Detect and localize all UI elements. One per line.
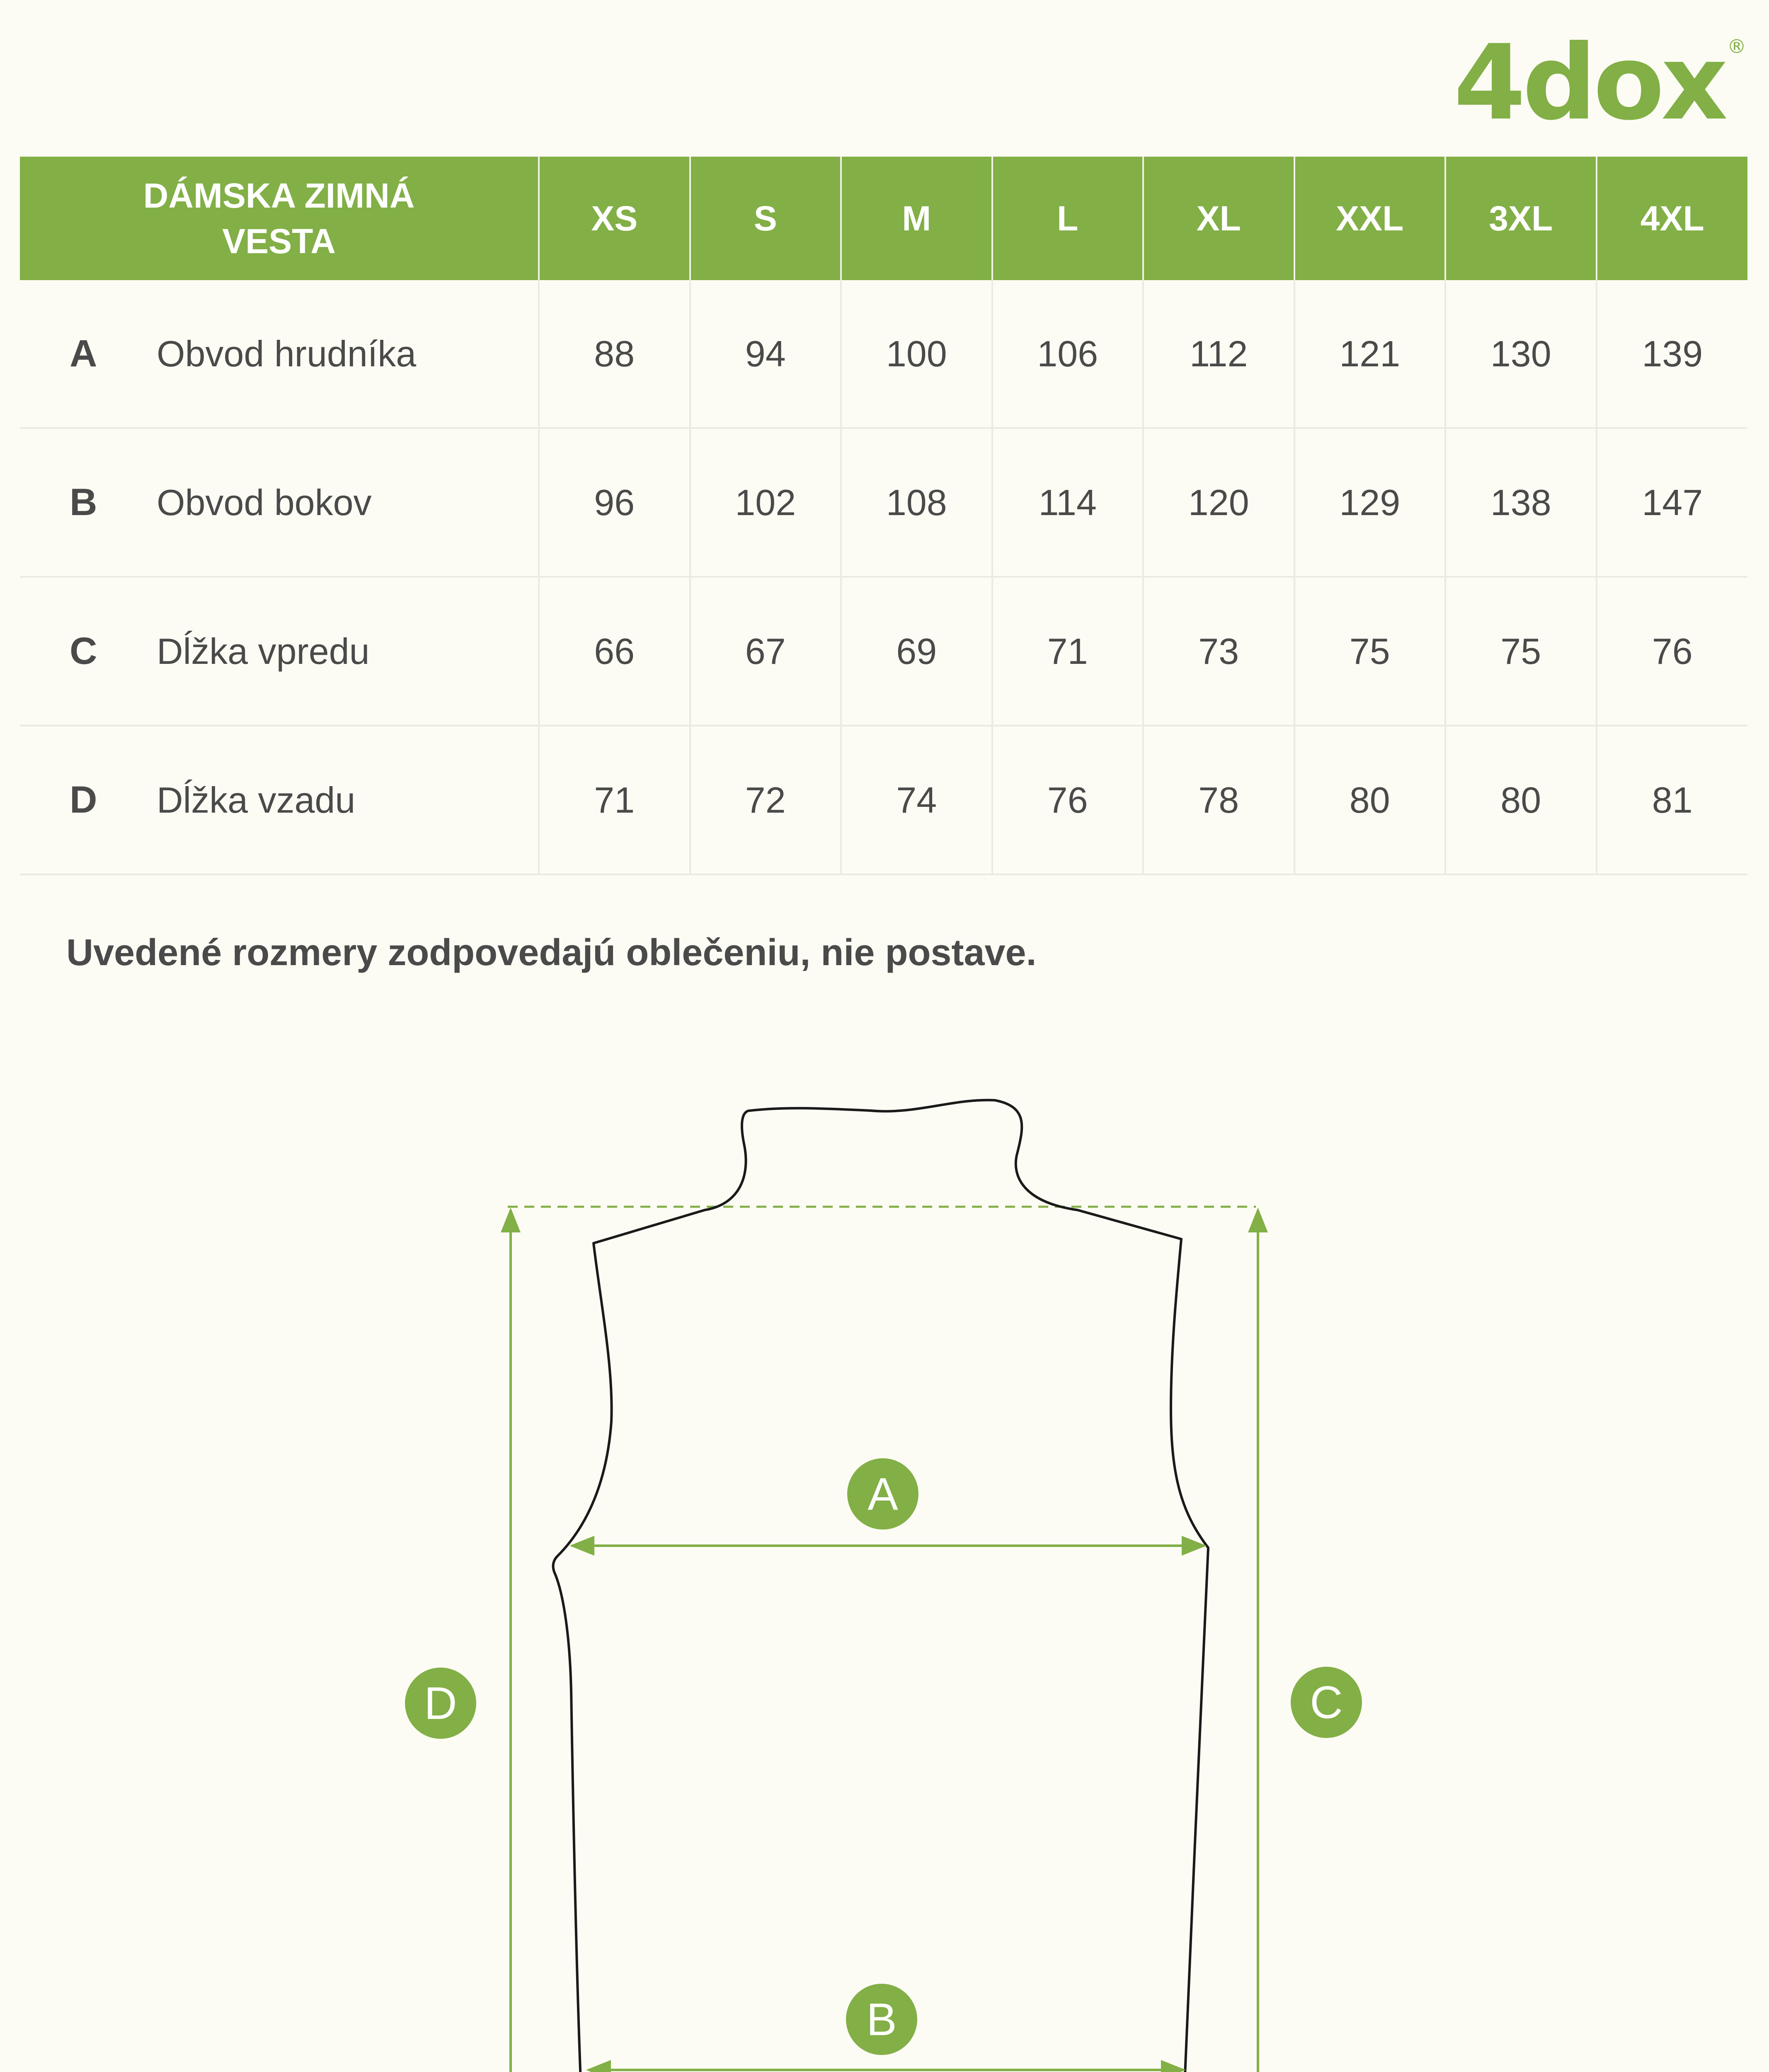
label-a-badge — [847, 1458, 918, 1530]
size-value: 147 — [1597, 428, 1748, 577]
size-value: 108 — [841, 428, 992, 577]
row-label: Obvod bokov — [157, 482, 372, 523]
size-value: 121 — [1294, 280, 1446, 428]
size-value: 78 — [1143, 726, 1294, 874]
row-label: Dĺžka vzadu — [157, 779, 356, 821]
row-letter-text: A — [70, 332, 97, 375]
size-header: L — [992, 157, 1144, 280]
size-value: 120 — [1143, 428, 1294, 577]
row-label: Dĺžka vpredu — [157, 630, 370, 672]
size-value: 138 — [1445, 428, 1597, 577]
size-value: 74 — [841, 726, 992, 874]
label-d: D — [424, 1678, 457, 1729]
size-value: 80 — [1445, 726, 1597, 874]
size-value: 80 — [1294, 726, 1446, 874]
size-value: 76 — [992, 726, 1144, 874]
label-c: C — [1310, 1677, 1343, 1728]
row-letter-text: C — [70, 630, 97, 672]
size-value: 66 — [539, 577, 690, 726]
label-b-badge — [846, 1984, 917, 2055]
sizing-note: Uvedené rozmery zodpovedajú oblečeniu, nie postave. — [66, 932, 1037, 973]
size-value: 112 — [1143, 280, 1294, 428]
label-d-badge — [405, 1668, 476, 1739]
size-value: 72 — [690, 726, 841, 874]
size-value: 106 — [992, 280, 1144, 428]
size-value: 75 — [1294, 577, 1446, 726]
size-value: 67 — [690, 577, 841, 726]
vest-outline — [553, 1100, 1208, 2072]
size-header: XXL — [1294, 157, 1446, 280]
size-value: 69 — [841, 577, 992, 726]
label-b: B — [866, 1994, 897, 2045]
size-value: 139 — [1597, 280, 1748, 428]
size-value: 94 — [690, 280, 841, 428]
size-value: 100 — [841, 280, 992, 428]
size-value: 96 — [539, 428, 690, 577]
size-header: XL — [1143, 157, 1294, 280]
size-value: 71 — [539, 726, 690, 874]
size-header: XS — [539, 157, 690, 280]
size-header: S — [690, 157, 841, 280]
registered-mark: ® — [1727, 35, 1746, 58]
label-a: A — [868, 1469, 898, 1520]
row-label: Obvod hrudníka — [157, 333, 417, 374]
size-header: 4XL — [1597, 157, 1748, 280]
table-title-line1: DÁMSKA ZIMNÁ — [143, 176, 415, 215]
label-c-badge — [1291, 1667, 1362, 1738]
size-value: 81 — [1597, 726, 1748, 874]
size-value: 114 — [992, 428, 1144, 577]
size-header: 3XL — [1445, 157, 1597, 280]
size-value: 129 — [1294, 428, 1446, 577]
row-letter-text: D — [70, 779, 97, 821]
logo-text: 4dox — [1454, 22, 1725, 143]
size-value: 88 — [539, 280, 690, 428]
size-value: 73 — [1143, 577, 1294, 726]
size-value: 71 — [992, 577, 1144, 726]
size-value: 75 — [1445, 577, 1597, 726]
table-title-line2: VESTA — [222, 222, 336, 261]
size-value: 76 — [1597, 577, 1748, 726]
size-value: 130 — [1445, 280, 1597, 428]
size-header: M — [841, 157, 992, 280]
size-value: 102 — [690, 428, 841, 577]
row-letter-text: B — [70, 481, 97, 523]
